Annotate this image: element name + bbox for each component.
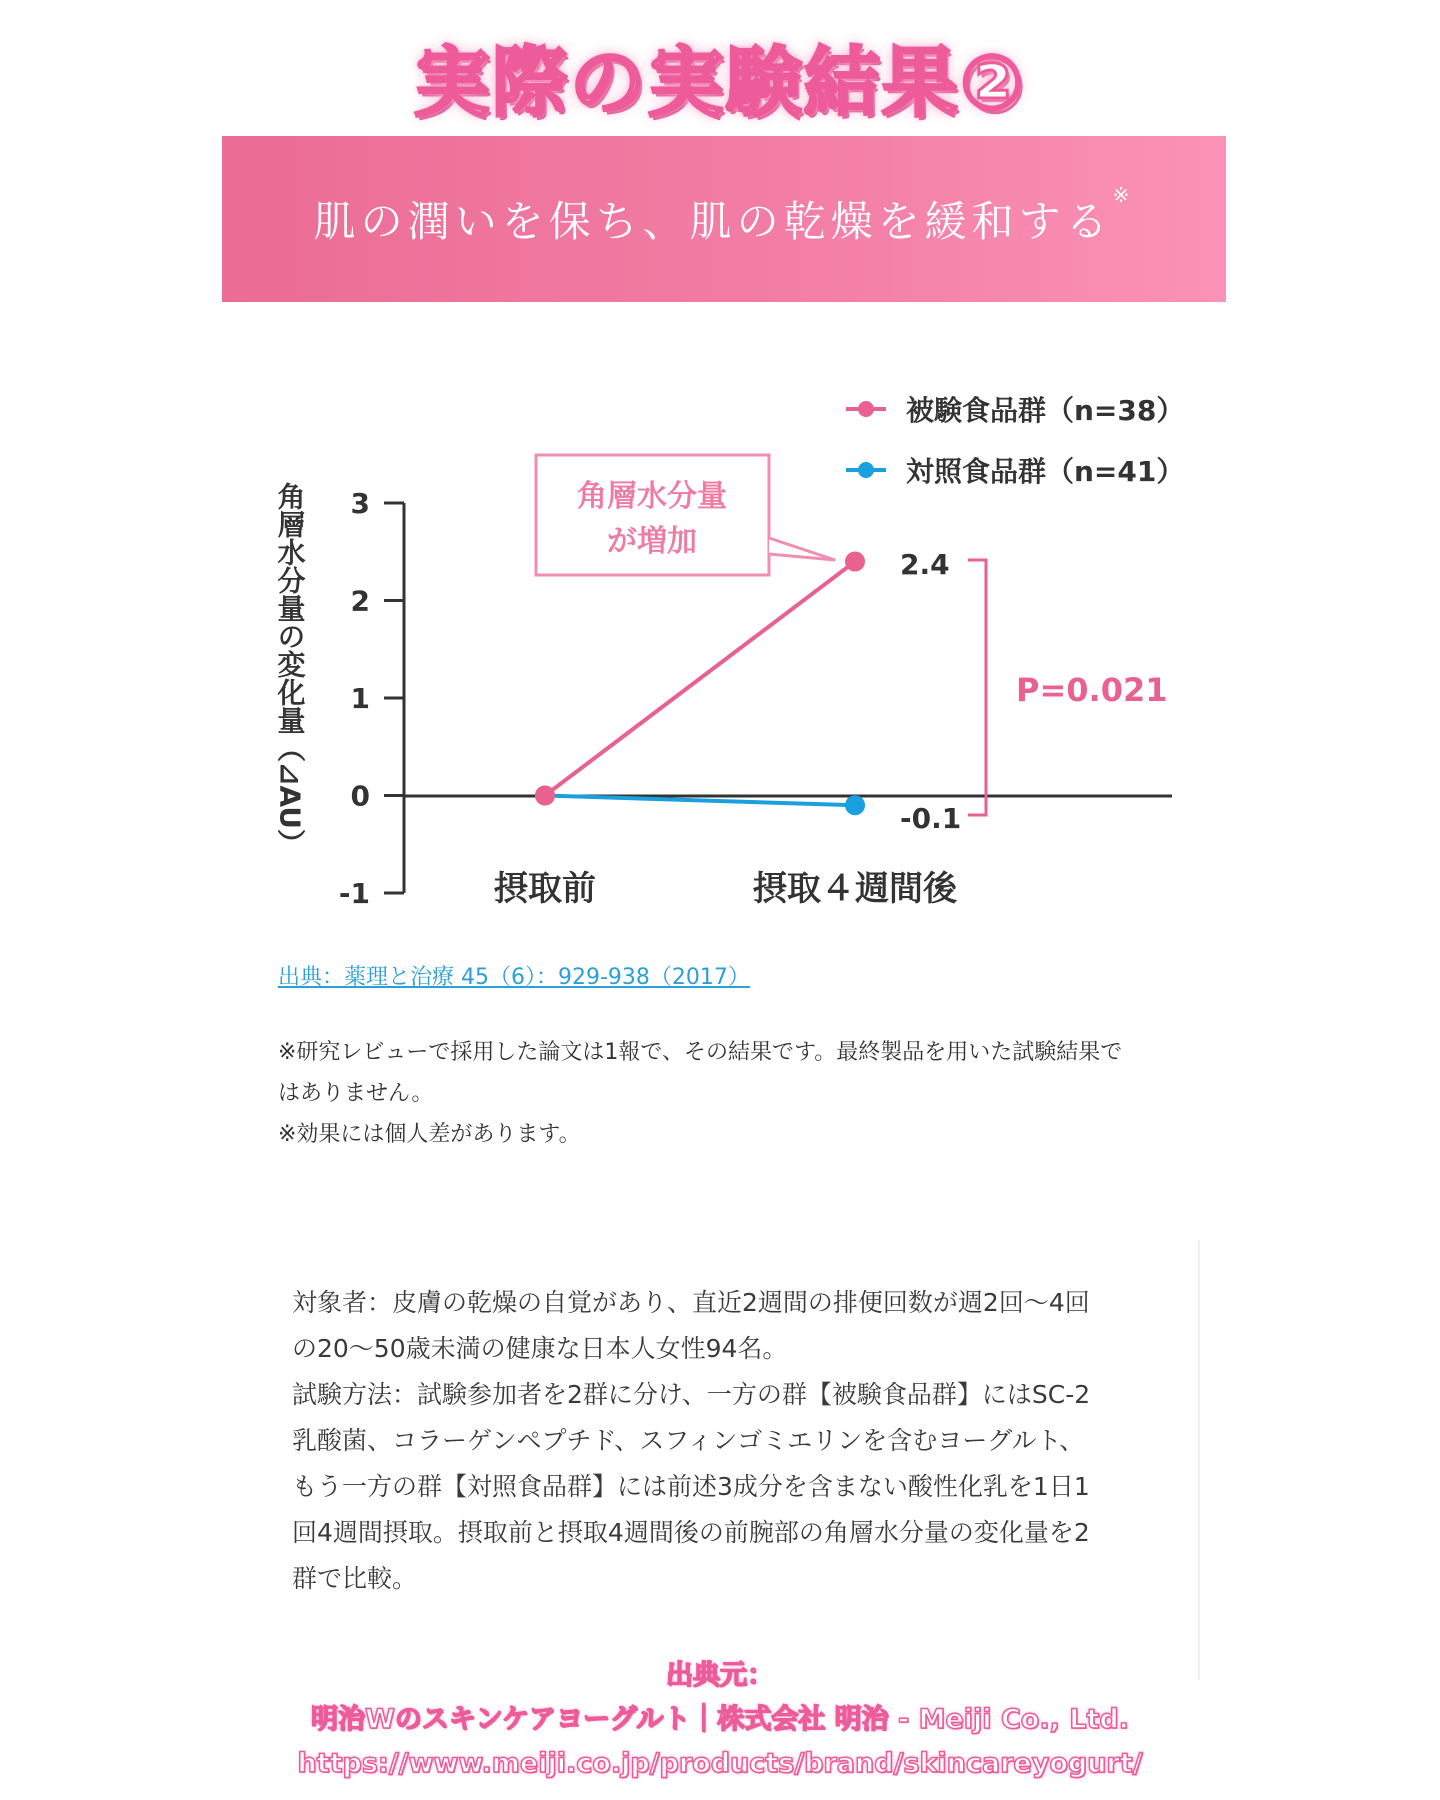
footnote-line: はありません。 bbox=[278, 1081, 434, 1106]
y-tick-label: -1 bbox=[338, 877, 370, 910]
callout-pointer bbox=[769, 538, 835, 560]
study-line: 乳酸菌、コラーゲンペプチド、スフィンゴミエリンを含むヨーグルト、 bbox=[292, 1426, 1085, 1455]
significance-bracket bbox=[968, 560, 986, 815]
legend bbox=[846, 394, 1184, 488]
series-line bbox=[545, 562, 855, 796]
y-axis-ticks bbox=[339, 487, 404, 910]
callout-line-1: 角層水分量 bbox=[577, 479, 727, 514]
study-line: もう一方の群【対照食品群】には前述3成分を含まない酸性化乳を1日1 bbox=[292, 1472, 1090, 1501]
study-line: 試験方法：試験参加者を2群に分け、一方の群【被験食品群】にはSC-2 bbox=[292, 1380, 1091, 1409]
page-title: 実際の実験結果② bbox=[413, 38, 1027, 127]
legend-label-test: 被験食品群（n=38） bbox=[906, 394, 1185, 427]
series-layer bbox=[535, 552, 865, 816]
callout-line-2: が増加 bbox=[607, 524, 697, 559]
data-label-control: -0.1 bbox=[900, 802, 962, 835]
legend-label-control: 対照食品群（n=41） bbox=[906, 455, 1185, 488]
data-point bbox=[845, 552, 865, 572]
callout bbox=[536, 455, 835, 575]
study-line: の20～50歳未満の健康な日本人女性94名。 bbox=[292, 1334, 788, 1363]
y-tick-label: 1 bbox=[350, 682, 370, 715]
data-point bbox=[535, 786, 555, 806]
legend-marker-test bbox=[858, 401, 874, 417]
y-tick-label: 0 bbox=[350, 779, 370, 813]
footnote-line: ※研究レビューで採用した論文は1報で、その結果です。最終製品を用いた試験結果で bbox=[278, 1040, 1123, 1065]
study-line: 群で比較。 bbox=[292, 1564, 418, 1593]
p-value-label: P=0.021 bbox=[1016, 671, 1168, 709]
credit-block bbox=[0, 1654, 1440, 1786]
legend-marker-control bbox=[858, 462, 874, 478]
credit-source-name: 明治Wのスキンケアヨーグルト｜株式会社 明治 - Meiji Co., Ltd. bbox=[311, 1704, 1129, 1735]
footnote-line: ※効果には個人差があります。 bbox=[278, 1122, 581, 1147]
x-axis-categories bbox=[494, 869, 958, 909]
study-line: 回4週間摂取。摂取前と摂取4週間後の前腕部の角層水分量の変化量を2 bbox=[292, 1518, 1090, 1547]
credit-url[interactable]: https://www.meiji.co.jp/products/brand/skincareyogurt/ bbox=[297, 1748, 1143, 1779]
banner-headline: 肌の潤いを保ち、肌の乾燥を緩和する bbox=[313, 197, 1113, 246]
data-label-test: 2.4 bbox=[900, 548, 950, 581]
x-category-label: 摂取前 bbox=[494, 869, 596, 909]
study-description bbox=[292, 1280, 1172, 1602]
data-point bbox=[845, 795, 865, 815]
banner-footnote-mark: ※ bbox=[1112, 183, 1135, 207]
study-line: 対象者：皮膚の乾燥の自覚があり、直近2週間の排便回数が週2回～4回 bbox=[292, 1288, 1090, 1317]
y-tick-label: 3 bbox=[350, 487, 370, 520]
source-link[interactable]: 出典：薬理と治療 45（6）：929-938（2017） bbox=[278, 965, 750, 990]
footnotes bbox=[278, 1032, 1178, 1155]
y-tick-label: 2 bbox=[350, 584, 370, 618]
y-axis-label: 角層水分量の変化量（⊿AU） bbox=[273, 482, 307, 858]
x-category-label: 摂取４週間後 bbox=[753, 869, 957, 909]
credit-heading: 出典元： bbox=[666, 1660, 774, 1691]
